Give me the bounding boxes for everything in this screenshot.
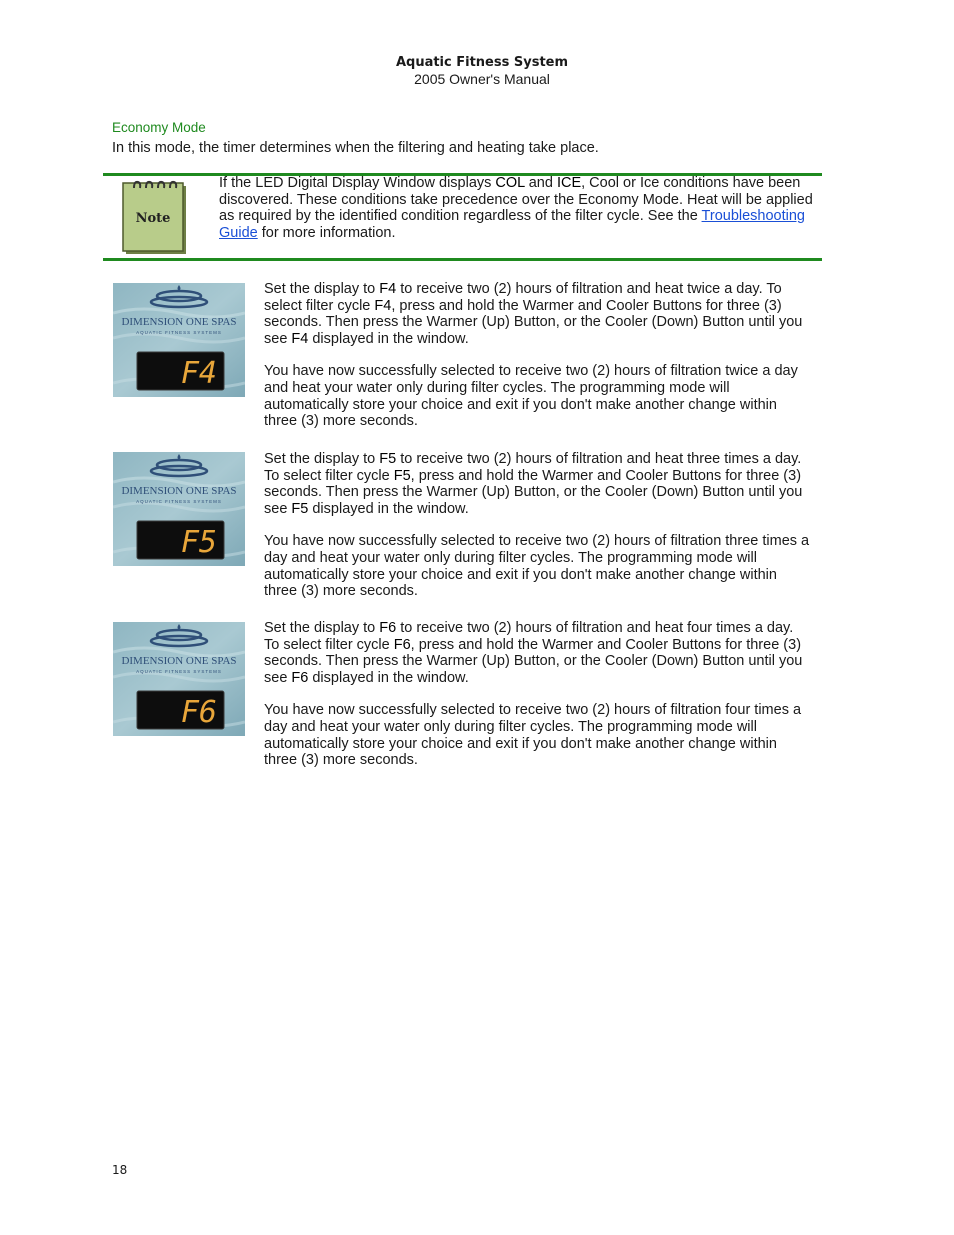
note-text-part: , Cool or Ice conditions have been discovered. These conditions take precedence over the Economy Mode. Heat will be applied as required by the identified condition regardless of the filter cycle. See the [219, 175, 813, 225]
brand-tagline: AQUATIC FITNESS SYSTEMS [136, 669, 222, 674]
text-part: displayed in the window. [308, 669, 469, 686]
text-part: , press and hold the Warmer and Cooler Buttons for three (3) seconds. Then press the Warmer (Up) Button, or the Cooler (Down) Button until you see [264, 297, 803, 347]
mode-description [264, 281, 812, 446]
mode-confirmation: You have now successfully selected to receive two (2) hours of filtration three times a day and heat your water only during filter cycles. The programming mode will automatically store your choice and exit if you don't make another change within three (3) more seconds. [264, 533, 810, 600]
text-part: displayed in the window. [308, 500, 469, 517]
code-ice: ICE [556, 175, 582, 191]
section-title: Economy Mode [112, 120, 206, 135]
led-display-readout: F4 [180, 356, 217, 391]
page-header [0, 54, 954, 88]
document-title: Aquatic Fitness System [395, 55, 569, 70]
note-text-part: and [524, 175, 557, 191]
note-icon-label: Note [135, 211, 171, 226]
display-panel-image [113, 283, 245, 397]
mode-code: F6 [291, 669, 309, 686]
note-text [219, 175, 819, 241]
text-part: to receive two (2) hours of filtration and heat four times a day. To select filter cycle [264, 620, 794, 653]
brand-name: DIMENSION ONE SPAS [121, 485, 237, 497]
mode-code: F5 [393, 467, 411, 484]
led-display-readout: F6 [180, 695, 217, 730]
mode-confirmation: You have now successfully selected to receive two (2) hours of filtration four times a day and heat your water only during filter cycles. The programming mode will automatically store your choice and exit if you don't make another change within three (3) more seconds. [264, 702, 802, 769]
code-col: COL [495, 175, 525, 191]
text-part: to receive two (2) hours of filtration and heat three times a day. To select filter cycle [264, 451, 802, 484]
note-text-part: If the LED Digital Display Window displays [219, 175, 496, 191]
mode-code: F6 [379, 620, 397, 636]
section-intro: In this mode, the timer determines when the filtering and heating take place. [112, 140, 599, 156]
document-subtitle: 2005 Owner's Manual [414, 71, 550, 87]
mode-instructions [264, 451, 812, 517]
mode-code: F4 [374, 297, 392, 314]
led-display-readout: F5 [180, 525, 217, 560]
brand-tagline: AQUATIC FITNESS SYSTEMS [136, 330, 222, 335]
text-part: , press and hold the Warmer and Cooler Buttons for three (3) seconds. Then press the Warmer (Up) Button, or the Cooler (Down) Button until you see [264, 636, 803, 686]
note-bottom-rule [103, 258, 822, 261]
mode-code: F4 [379, 281, 397, 297]
text-part: Set the display to [264, 451, 380, 467]
mode-code: F6 [393, 636, 411, 653]
troubleshooting-guide-link[interactable]: Troubleshooting Guide [219, 208, 805, 241]
display-panel-image [113, 622, 245, 736]
text-part: Set the display to [264, 620, 380, 636]
mode-code: F5 [291, 500, 309, 517]
page-number: 18 [112, 1163, 128, 1177]
text-part: to receive two (2) hours of filtration and heat twice a day. To select filter cycle [264, 281, 782, 314]
brand-name: DIMENSION ONE SPAS [121, 655, 237, 667]
mode-code: F5 [379, 451, 397, 467]
mode-confirmation: You have now successfully selected to receive two (2) hours of filtration twice a day and heat your water only during filter cycles. The programming mode will automatically store your choice and exit if you don't make another change within three (3) more seconds. [264, 363, 798, 430]
brand-tagline: AQUATIC FITNESS SYSTEMS [136, 499, 222, 504]
mode-instructions [264, 281, 812, 347]
mode-description [264, 451, 812, 616]
mode-instructions [264, 620, 812, 686]
mode-code: F4 [291, 330, 309, 347]
text-part: displayed in the window. [308, 330, 469, 347]
text-part: , press and hold the Warmer and Cooler Buttons for three (3) seconds. Then press the Warmer (Up) Button, or the Cooler (Down) Button until you see [264, 467, 803, 517]
note-icon [120, 180, 188, 256]
brand-name: DIMENSION ONE SPAS [121, 316, 237, 328]
note-text-part: for more information. [257, 224, 396, 241]
mode-description [264, 620, 812, 785]
display-panel-image [113, 452, 245, 566]
text-part: Set the display to [264, 281, 380, 297]
